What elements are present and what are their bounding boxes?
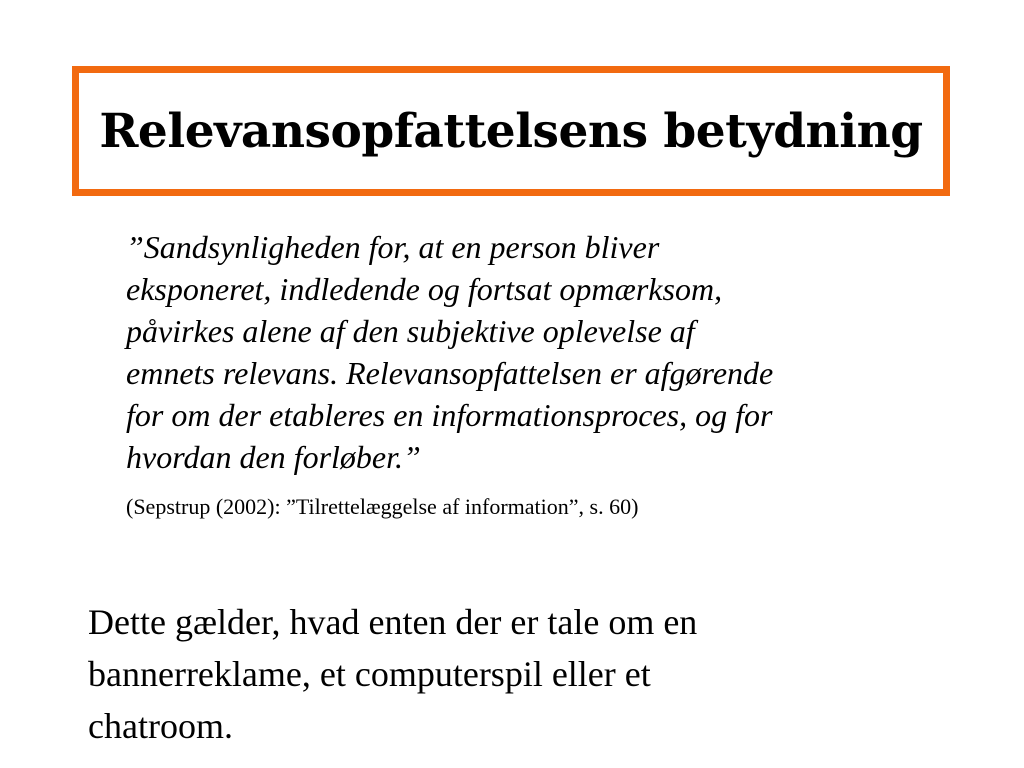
quote-text [126,226,946,478]
quote-line: hvordan den forløber.” [126,439,421,475]
quote-line: emnets relevans. Relevansopfattelsen er afgørende [126,355,774,391]
title-box [72,66,950,196]
body-line: Dette gælder, hvad enten der er tale om en [88,602,698,642]
quote-line: ”Sandsynligheden for, at en person bliver [126,229,660,265]
citation: (Sepstrup (2002): ”Tilrettelæggelse af information”, s. 60) [126,494,639,519]
quote-line: for om der etableres en informationsproces, og for [126,397,773,433]
quote-line: eksponeret, indledende og fortsat opmærksom, [126,271,723,307]
slide-title: Relevansopfattelsens betydning [99,103,923,159]
body-line: chatroom. [88,706,233,746]
body-paragraph [88,596,908,752]
quote-line: påvirkes alene af den subjektive oplevelse af [126,313,695,349]
body-line: bannerreklame, et computerspil eller et [88,654,651,694]
quote-block [126,226,946,522]
